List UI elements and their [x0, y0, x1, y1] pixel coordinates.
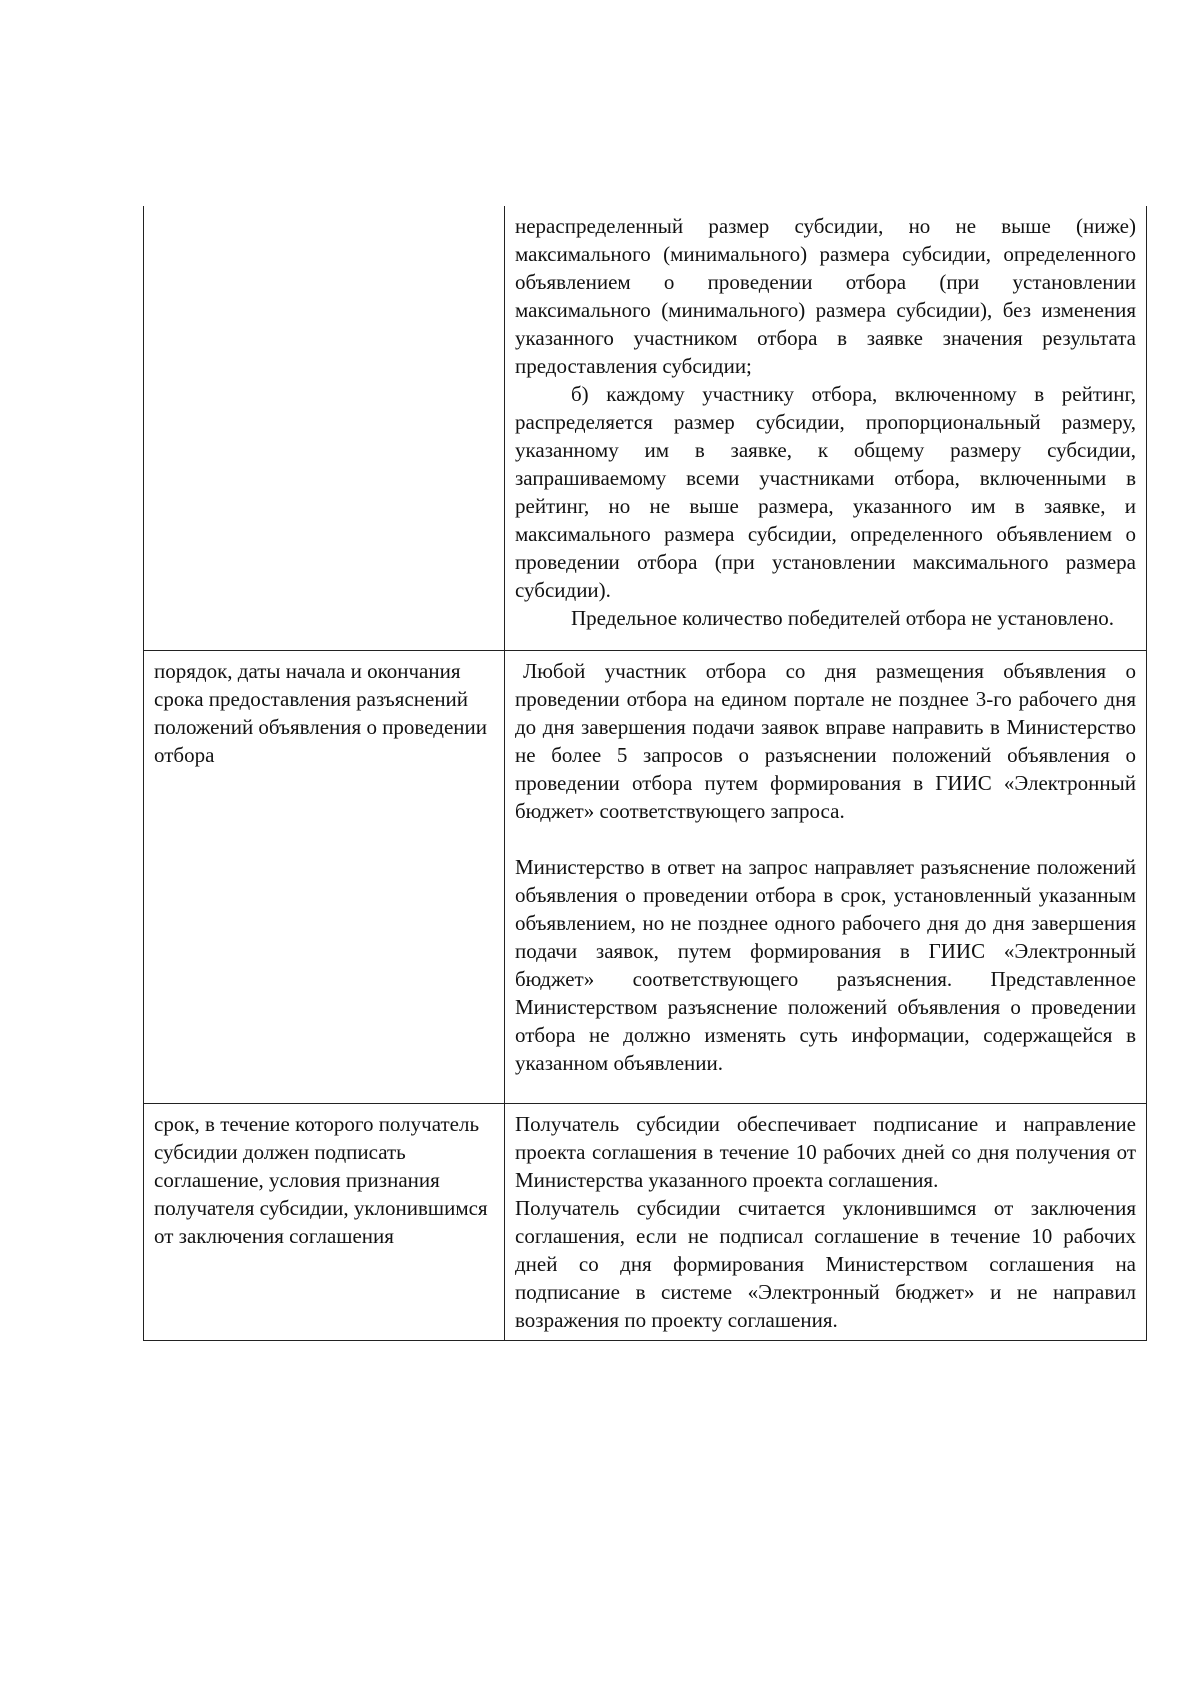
paragraph-spacer: [515, 825, 1136, 853]
row-label: срок, в течение которого получатель субсидии должен подписать соглашение, условия признания получателя субсидии, уклонившимся от заключения соглашения: [154, 1112, 488, 1248]
paragraph: Любой участник отбора со дня размещения объявления о проведении отбора на едином портале не позднее 3-го рабочего дня до дня завершения подачи заявок вправе направить в Министерство не более 5 запросов о разъяснении положений объявления о проведении отбора путем формирования в ГИИС «Электронный бюджет» соответствующего запроса.: [515, 659, 1136, 823]
paragraph: нераспределенный размер субсидии, но не выше (ниже) максимального (минимального) размера субсидии, определенного объявлением о проведении отбора (при установлении максимального (минимального) размера субсидии), без изменения указанного участником отбора в заявке значения результата предоставления субсидии;: [515, 214, 1136, 378]
paragraph: Получатель субсидии обеспечивает подписание и направление проекта соглашения в течение 10 рабочих дней со дня получения от Министерства указанного проекта соглашения.: [515, 1112, 1136, 1192]
table-row: [144, 206, 1147, 651]
table-row: [144, 651, 1147, 1104]
table-cell-content: [505, 1104, 1147, 1341]
paragraph: Получатель субсидии считается уклонившимся от заключения соглашения, если не подписал соглашение в течение 10 рабочих дней со дня формирования Министерством соглашения на подписание в системе «Электронный бюджет» и не направил возражения по проекту соглашения.: [515, 1196, 1136, 1332]
table-cell-label: [144, 206, 505, 651]
table-cell-content: [505, 206, 1147, 651]
document-table: [143, 206, 1147, 1341]
table-row: [144, 1104, 1147, 1341]
paragraph: Предельное количество победителей отбора не установлено.: [571, 606, 1114, 630]
table-cell-content: [505, 651, 1147, 1104]
table-cell-label: [144, 651, 505, 1104]
table-cell-label: [144, 1104, 505, 1341]
paragraph: б) каждому участнику отбора, включенному в рейтинг, распределяется размер субсидии, пропорциональный размеру, указанному им в заявке, к общему размеру субсидии, запрашиваемому всеми участниками отбора, включенными в рейтинг, но не выше размера, указанного им в заявке, и максимального размера субсидии, определенного объявлением о проведении отбора (при установлении максимального размера субсидии).: [515, 382, 1136, 602]
row-label: порядок, даты начала и окончания срока предоставления разъяснений положений объявления о проведении отбора: [154, 659, 487, 767]
paragraph: Министерство в ответ на запрос направляет разъяснение положений объявления о проведении отбора в срок, установленный указанным объявлением, но не позднее одного рабочего дня до дня завершения подачи заявок, путем формирования в ГИИС «Электронный бюджет» соответствующего разъяснения. Представленное Министерством разъяснение положений объявления о проведении отбора не должно изменять суть информации, содержащейся в указанном объявлении.: [515, 855, 1136, 1075]
